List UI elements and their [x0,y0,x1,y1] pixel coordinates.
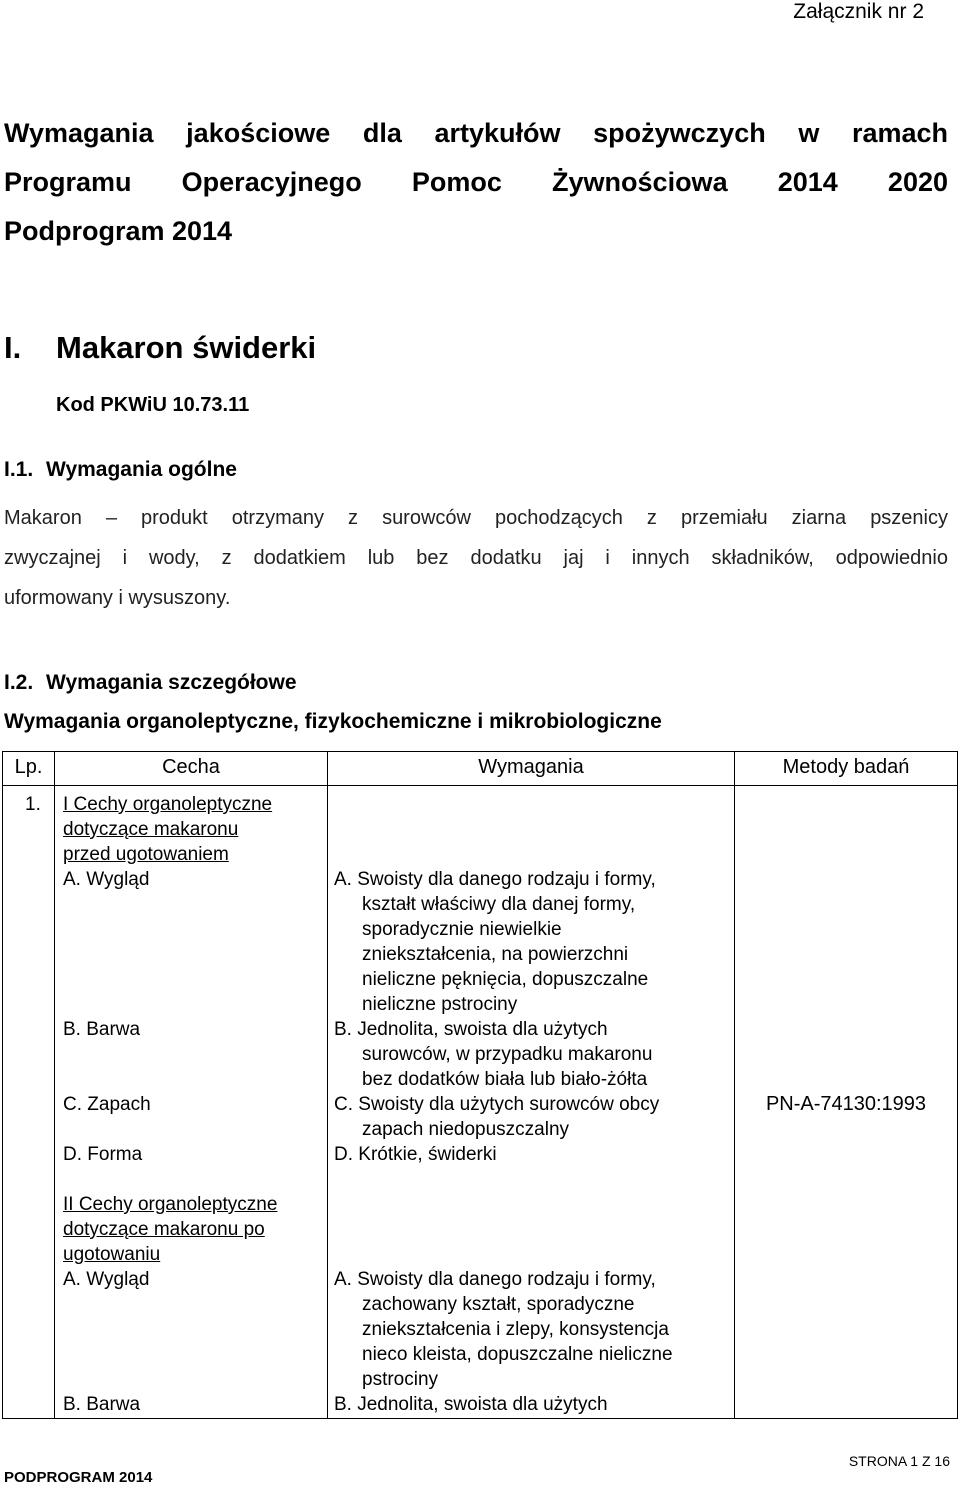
table-header-divider [3,785,957,786]
section-detailed-subtitle: Wymagania organoleptyczne, fizykochemiczne i mikrobiologiczne [4,710,662,733]
product-number: I. [4,330,22,365]
requirements-table [2,751,958,1419]
table-divider [327,752,328,1418]
feature-smell: C. Zapach [63,1094,151,1115]
product-heading [4,330,316,366]
table-divider [734,752,735,1418]
doc-title-line-2: Programu Operacyjnego Pomoc Żywnościowa 2014 2020 [4,167,948,197]
general-paragraph-line-3: uformowany i wysuszony. [4,587,231,609]
footer-program: PODPROGRAM 2014 [4,1469,153,1486]
general-paragraph-line-1: Makaron – produkt otrzymany z surowców pochodzących z przemiału ziarna pszenicy [4,507,948,529]
product-name: Makaron świderki [56,330,317,365]
req-color: B. Jednolita, swoista dla użytych surowców, w przypadku makaronu bez dodatków biała lub biało-żółta [334,1019,653,1090]
doc-title-line-3: Podprogram 2014 [4,216,233,246]
header-cecha: Cecha [162,756,220,778]
header-lp: Lp. [14,756,43,778]
group1-heading-line: I Cechy organoleptyczne [63,794,273,815]
req-smell: C. Swoisty dla użytych surowców obcy zapach niedopuszczalny [334,1094,660,1140]
requirements-column [334,867,673,1417]
group2-heading-line: dotyczące makaronu po [63,1219,265,1240]
section-detailed-heading: I.2. Wymagania szczegółowe [4,671,297,694]
section-general-heading: I.1. Wymagania ogólne [4,458,237,481]
feature-shape: D. Forma [63,1144,143,1165]
table-divider [54,752,55,1418]
req-cooked-appearance: A. Swoisty dla danego rodzaju i formy, zachowany kształt, sporadyczne zniekształcenia i zlepy, konsystencja nieco kleista, dopuszczalne nieliczne pstrociny [334,1269,673,1390]
req-shape: D. Krótkie, świderki [334,1144,497,1165]
footer-page-number: STRONA 1 Z 16 [848,1453,950,1469]
req-cooked-color: B. Jednolita, swoista dla użytych [334,1394,608,1415]
feature-color: B. Barwa [63,1019,141,1040]
group1-heading-line: przed ugotowaniem [63,844,229,865]
header-metody: Metody badań [782,756,910,778]
feature-column [63,792,277,1417]
general-paragraph-line-2: zwyczajnej i wody, z dodatkiem lub bez dodatku jaj i innych składników, odpowiednio [4,547,948,569]
group2-heading-line: II Cechy organoleptyczne [63,1194,278,1215]
test-method: PN-A-74130:1993 [765,1093,927,1115]
feature-appearance: A. Wygląd [63,869,150,890]
feature-cooked-appearance: A. Wygląd [63,1269,150,1290]
product-code: Kod PKWiU 10.73.11 [56,394,250,416]
feature-cooked-color: B. Barwa [63,1394,141,1415]
group2-heading-line: ugotowaniu [63,1244,161,1265]
row-number: 1. [25,794,41,815]
group1-heading-line: dotyczące makaronu [63,819,239,840]
doc-title-line-1: Wymagania jakościowe dla artykułów spożywczych w ramach [4,118,948,148]
annex-label: Załącznik nr 2 [793,0,924,23]
header-wymagania: Wymagania [478,756,584,778]
req-appearance: A. Swoisty dla danego rodzaju i formy, kształt właściwy dla danej formy, sporadycznie niewielkie zniekształcenia, na powierzchni nieliczne pęknięcia, dopuszczalne nieliczne pstrociny [334,869,656,1015]
